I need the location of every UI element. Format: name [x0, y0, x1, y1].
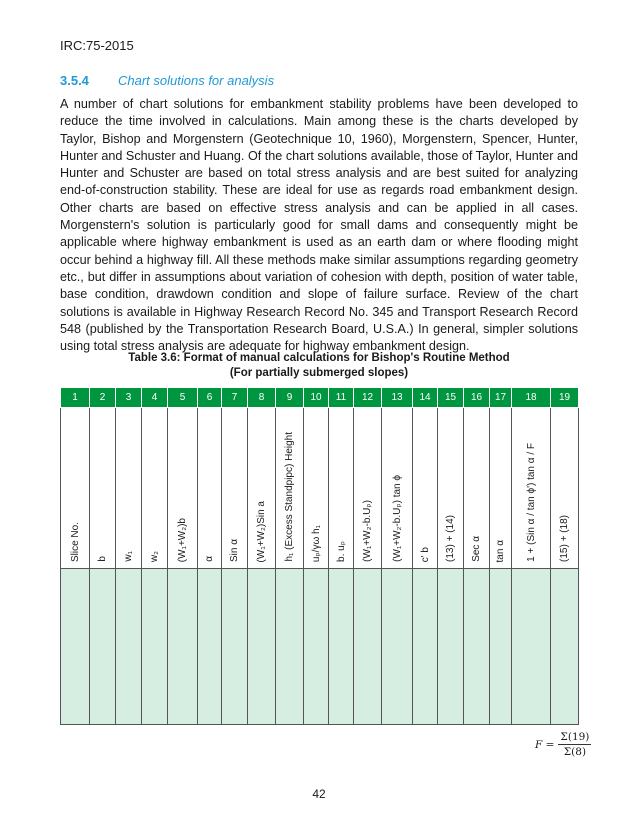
- column-header-cell: [90, 408, 116, 569]
- column-header-cell: [222, 408, 248, 569]
- column-number-row: [61, 388, 579, 408]
- table-cell: [276, 569, 304, 725]
- factor-of-safety-formula: [535, 731, 591, 758]
- section-number: 3.5.4: [60, 73, 89, 88]
- column-number: 7: [222, 388, 248, 408]
- table-caption: [60, 351, 578, 381]
- column-header-label: h₁ (Excess Standpipc) Height: [284, 432, 295, 562]
- column-header-label: (13) + (14): [445, 515, 456, 562]
- column-number: 17: [490, 388, 512, 408]
- column-header-label: b. uₚ: [335, 541, 347, 562]
- column-header-cell: [198, 408, 222, 569]
- table-cell: [142, 569, 168, 725]
- table-cell: [61, 569, 90, 725]
- column-header-label: w₂: [149, 550, 160, 562]
- table-cell: [90, 569, 116, 725]
- column-header-label: (W₁+W₂-b.Uₚ) tan ϕ: [391, 475, 403, 562]
- column-header-cell: [142, 408, 168, 569]
- calculation-table: [60, 387, 579, 725]
- column-header-label: Slice No.: [69, 521, 81, 562]
- column-header-label: α: [204, 556, 215, 562]
- table-cell: [329, 569, 354, 725]
- column-header-cell: [61, 408, 90, 569]
- table-cell: [354, 569, 382, 725]
- table-cell: [382, 569, 413, 725]
- column-header-cell: [413, 408, 438, 569]
- formula-lhs: F =: [535, 738, 555, 751]
- column-header-label: b: [97, 556, 108, 562]
- column-number: 4: [142, 388, 168, 408]
- column-number: 3: [116, 388, 142, 408]
- column-number: 16: [464, 388, 490, 408]
- table-cell: [512, 569, 551, 725]
- column-header-cell: [329, 408, 354, 569]
- column-header-label: Sin α: [229, 538, 240, 562]
- column-header-label: c' b: [419, 546, 431, 562]
- column-header-cell: [464, 408, 490, 569]
- table-cell: [116, 569, 142, 725]
- column-header-cell: [354, 408, 382, 569]
- section-title: Chart solutions for analysis: [118, 73, 275, 88]
- table-cell: [490, 569, 512, 725]
- column-header-label: (15) + (18): [559, 515, 570, 562]
- column-number: 18: [512, 388, 551, 408]
- formula-denominator: Σ(8): [563, 746, 587, 758]
- table-cell: [198, 569, 222, 725]
- column-header-label: Sec α: [471, 536, 482, 562]
- column-header-cell: [382, 408, 413, 569]
- column-number: 8: [248, 388, 276, 408]
- column-header-label: tan α: [495, 539, 506, 562]
- table-cell: [413, 569, 438, 725]
- column-number: 14: [413, 388, 438, 408]
- column-number: 11: [329, 388, 354, 408]
- table-body-row: [61, 569, 579, 725]
- column-number: 6: [198, 388, 222, 408]
- column-header-label: (W₁+W₂-b.Uₚ): [362, 500, 373, 562]
- page-number: 42: [312, 787, 326, 801]
- formula-fraction: [558, 731, 591, 758]
- column-header-cell: [168, 408, 198, 569]
- column-number: 19: [551, 388, 579, 408]
- table-caption-subtitle: (For partially submerged slopes): [229, 367, 409, 379]
- column-header-cell: [512, 408, 551, 569]
- document-code: IRC:75-2015: [60, 38, 134, 53]
- body-paragraph: A number of chart solutions for embankment stability problems have been developed to reduce the time involved in calculations. Main among these is the charts developed by Taylor, Bishop and Morgenstern (Geotechnique 10, 1960), Morgenstern, Spencer, Hunter, Hunter and Schuster and Huang. Of the chart solutions available, those of Taylor, Hunter and Hunter and Schuster are based on total stress analysis and are best suited for analyzing end-of-construction stability. These are ideal for use as regards road embankment design. Other charts are based on effective stress analysis and can be applied in all cases. Morgenstern's solution is particularly good for small dams and consequently might be applicable where highway embankment is used as an earth dam or where flooding might occur behind a highway fill. All these methods make similar assumptions regarding geometry etc., but differ in assumptions about variation of cohesion with depth, position of water table, base condition, drawdown condition and slope of failure surface. Review of the chart solutions is available in Highway Research Record No. 345 and Transport Research Record 548 (published by the Transportation Research Board, U.S.A.) In general, simpler solutions using total stress analysis are adequate for highway embankment design.: [60, 97, 578, 354]
- column-header-label: (W₁+W₂)Sin a: [256, 500, 267, 562]
- formula-numerator: Σ(19): [560, 731, 590, 743]
- table-cell: [168, 569, 198, 725]
- table-cell: [438, 569, 464, 725]
- column-header-row: [61, 408, 579, 569]
- column-number: 15: [438, 388, 464, 408]
- column-header-cell: [276, 408, 304, 569]
- column-number: 5: [168, 388, 198, 408]
- column-header-cell: [116, 408, 142, 569]
- table-caption-title: Table 3.6: Format of manual calculations for Bishop's Routine Method: [128, 352, 510, 364]
- column-header-cell: [490, 408, 512, 569]
- column-header-label: uₚ/γω h₁: [310, 524, 322, 562]
- column-number: 1: [61, 388, 90, 408]
- column-header-cell: [438, 408, 464, 569]
- table-cell: [304, 569, 329, 725]
- column-number: 10: [304, 388, 329, 408]
- column-header-label: 1 + (Sin α / tan ϕ') tan α / F: [525, 443, 537, 562]
- column-number: 13: [382, 388, 413, 408]
- column-number: 2: [90, 388, 116, 408]
- column-header-label: (W₁+W₂)b: [177, 517, 188, 562]
- column-header-cell: [248, 408, 276, 569]
- table-cell: [464, 569, 490, 725]
- table-cell: [248, 569, 276, 725]
- column-header-label: w₁: [123, 551, 134, 562]
- column-header-cell: [551, 408, 579, 569]
- table-cell: [551, 569, 579, 725]
- column-header-cell: [304, 408, 329, 569]
- table-cell: [222, 569, 248, 725]
- column-number: 9: [276, 388, 304, 408]
- section-heading: [60, 73, 274, 88]
- column-number: 12: [354, 388, 382, 408]
